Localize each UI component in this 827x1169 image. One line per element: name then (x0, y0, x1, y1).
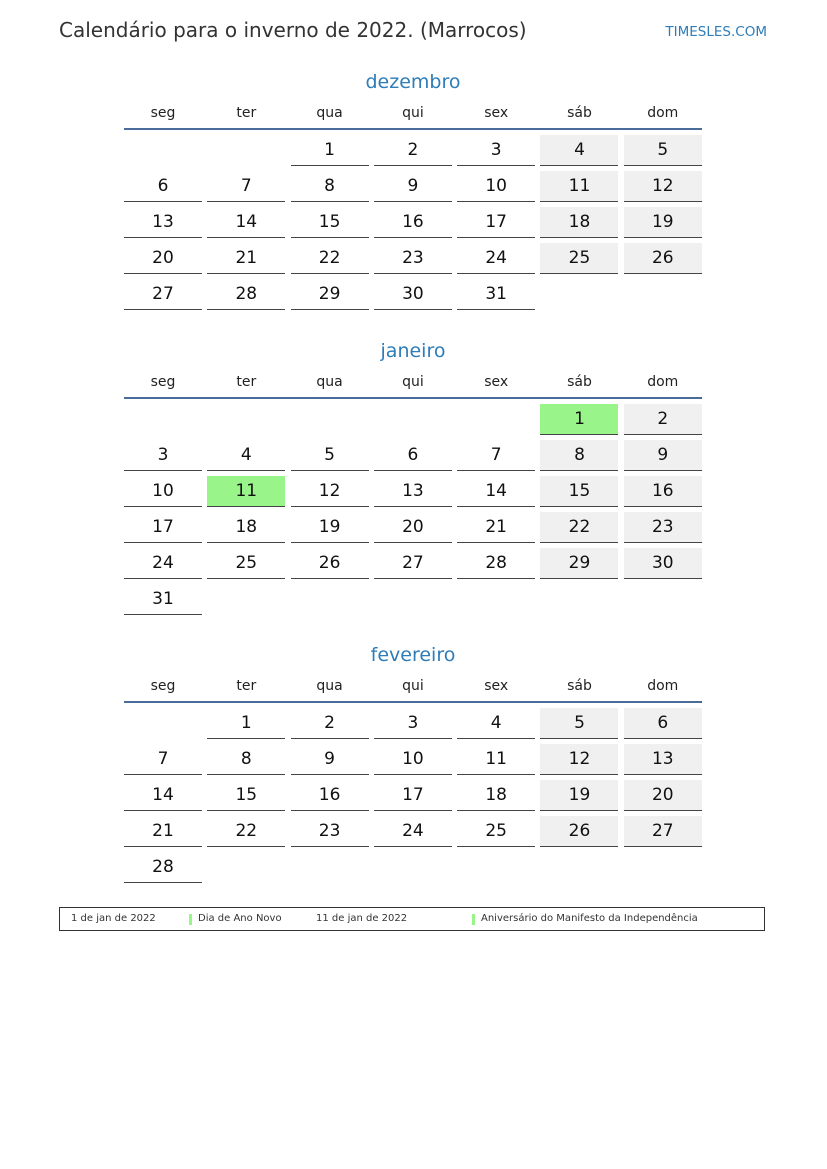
day-cell: 20 (624, 780, 702, 811)
day-cell: 28 (207, 279, 285, 310)
day-cell: 21 (457, 512, 535, 543)
day-cell: 29 (540, 548, 618, 579)
day-cell: 24 (374, 816, 452, 847)
day-cell: 15 (291, 207, 369, 238)
weekday-label: ter (236, 105, 257, 121)
day-cell: 30 (374, 279, 452, 310)
day-cell: 17 (374, 780, 452, 811)
weekday-label: sex (484, 105, 509, 121)
day-cell: 3 (457, 135, 535, 166)
day-cell: 9 (291, 744, 369, 775)
day-cell: 8 (207, 744, 285, 775)
weekday-header (124, 104, 702, 130)
day-cell: 28 (124, 852, 202, 883)
day-cell: 14 (457, 476, 535, 507)
day-cell: 15 (207, 780, 285, 811)
holiday-color-swatch (189, 914, 192, 925)
weekday-label: ter (236, 678, 257, 694)
day-cell: 6 (374, 440, 452, 471)
day-cell: 20 (124, 243, 202, 274)
day-cell: 6 (624, 708, 702, 739)
day-cell: 24 (124, 548, 202, 579)
day-cell: 8 (540, 440, 618, 471)
day-cell: 1 (291, 135, 369, 166)
day-cell: 26 (291, 548, 369, 579)
day-cell: 23 (291, 816, 369, 847)
day-cell: 16 (624, 476, 702, 507)
day-cell: 19 (540, 780, 618, 811)
weekday-header (124, 677, 702, 703)
holiday-legend (59, 907, 765, 931)
weekday-label: seg (150, 678, 176, 694)
weekday-label: seg (150, 105, 176, 121)
day-cell: 2 (291, 708, 369, 739)
day-cell: 2 (624, 404, 702, 435)
legend-holiday-name: Aniversário do Manifesto da Independência (481, 913, 698, 924)
day-grid (124, 135, 702, 310)
day-cell: 20 (374, 512, 452, 543)
day-cell: 15 (540, 476, 618, 507)
weekday-label: qua (316, 105, 343, 121)
day-cell: 14 (124, 780, 202, 811)
day-cell: 27 (124, 279, 202, 310)
weekday-label: qui (402, 374, 424, 390)
day-cell: 22 (540, 512, 618, 543)
day-cell: 2 (374, 135, 452, 166)
day-cell: 23 (624, 512, 702, 543)
day-cell: 5 (291, 440, 369, 471)
day-cell: 18 (207, 512, 285, 543)
day-cell: 22 (291, 243, 369, 274)
holiday-day-cell: 11 (207, 476, 285, 507)
month-title: dezembro (365, 71, 461, 93)
weekday-label: dom (647, 105, 679, 121)
month-title: fevereiro (370, 644, 456, 666)
day-cell: 4 (457, 708, 535, 739)
day-cell: 5 (624, 135, 702, 166)
day-grid (124, 708, 702, 883)
day-cell: 27 (624, 816, 702, 847)
weekday-label: sex (484, 678, 509, 694)
day-cell: 25 (457, 816, 535, 847)
day-cell: 29 (291, 279, 369, 310)
page-title: Calendário para o inverno de 2022. (Marrocos) (59, 18, 527, 42)
legend-date: 11 de jan de 2022 (316, 913, 408, 924)
day-cell: 21 (124, 816, 202, 847)
day-cell: 16 (374, 207, 452, 238)
day-cell: 14 (207, 207, 285, 238)
day-cell: 30 (624, 548, 702, 579)
month-title: janeiro (380, 340, 446, 362)
day-cell: 5 (540, 708, 618, 739)
day-cell: 27 (374, 548, 452, 579)
day-cell: 18 (457, 780, 535, 811)
day-cell: 13 (124, 207, 202, 238)
day-cell: 8 (291, 171, 369, 202)
day-cell: 25 (540, 243, 618, 274)
day-cell: 24 (457, 243, 535, 274)
day-cell: 7 (457, 440, 535, 471)
holiday-color-swatch (472, 914, 475, 925)
day-cell: 31 (457, 279, 535, 310)
weekday-label: seg (150, 374, 176, 390)
day-cell: 7 (124, 744, 202, 775)
weekday-label: qua (316, 374, 343, 390)
day-cell: 12 (624, 171, 702, 202)
day-cell: 10 (124, 476, 202, 507)
day-cell: 12 (540, 744, 618, 775)
month-dezembro (124, 68, 702, 310)
weekday-header (124, 373, 702, 399)
day-cell: 11 (540, 171, 618, 202)
day-cell: 3 (374, 708, 452, 739)
weekday-label: ter (236, 374, 257, 390)
day-cell: 22 (207, 816, 285, 847)
day-cell: 28 (457, 548, 535, 579)
weekday-label: qui (402, 105, 424, 121)
day-cell: 19 (291, 512, 369, 543)
day-cell: 10 (457, 171, 535, 202)
weekday-label: sex (484, 374, 509, 390)
day-cell: 13 (374, 476, 452, 507)
day-cell: 17 (457, 207, 535, 238)
weekday-label: sáb (567, 374, 592, 390)
weekday-label: sáb (567, 678, 592, 694)
day-cell: 19 (624, 207, 702, 238)
weekday-label: sáb (567, 105, 592, 121)
day-cell: 21 (207, 243, 285, 274)
day-cell: 11 (457, 744, 535, 775)
day-cell: 4 (540, 135, 618, 166)
weekday-label: qui (402, 678, 424, 694)
day-cell: 18 (540, 207, 618, 238)
day-cell: 17 (124, 512, 202, 543)
day-cell: 26 (540, 816, 618, 847)
weekday-label: dom (647, 374, 679, 390)
day-cell: 12 (291, 476, 369, 507)
day-cell: 7 (207, 171, 285, 202)
day-cell: 31 (124, 584, 202, 615)
day-grid (124, 404, 702, 615)
day-cell: 3 (124, 440, 202, 471)
day-cell: 23 (374, 243, 452, 274)
month-janeiro (124, 337, 702, 615)
day-cell: 9 (374, 171, 452, 202)
legend-date: 1 de jan de 2022 (71, 913, 156, 924)
day-cell: 1 (207, 708, 285, 739)
legend-holiday-name: Dia de Ano Novo (198, 913, 282, 924)
day-cell: 26 (624, 243, 702, 274)
day-cell: 9 (624, 440, 702, 471)
day-cell: 10 (374, 744, 452, 775)
site-link[interactable]: TIMESLES.COM (665, 24, 767, 40)
day-cell: 6 (124, 171, 202, 202)
day-cell: 25 (207, 548, 285, 579)
weekday-label: qua (316, 678, 343, 694)
month-fevereiro (124, 641, 702, 883)
holiday-day-cell: 1 (540, 404, 618, 435)
day-cell: 16 (291, 780, 369, 811)
weekday-label: dom (647, 678, 679, 694)
day-cell: 4 (207, 440, 285, 471)
day-cell: 13 (624, 744, 702, 775)
